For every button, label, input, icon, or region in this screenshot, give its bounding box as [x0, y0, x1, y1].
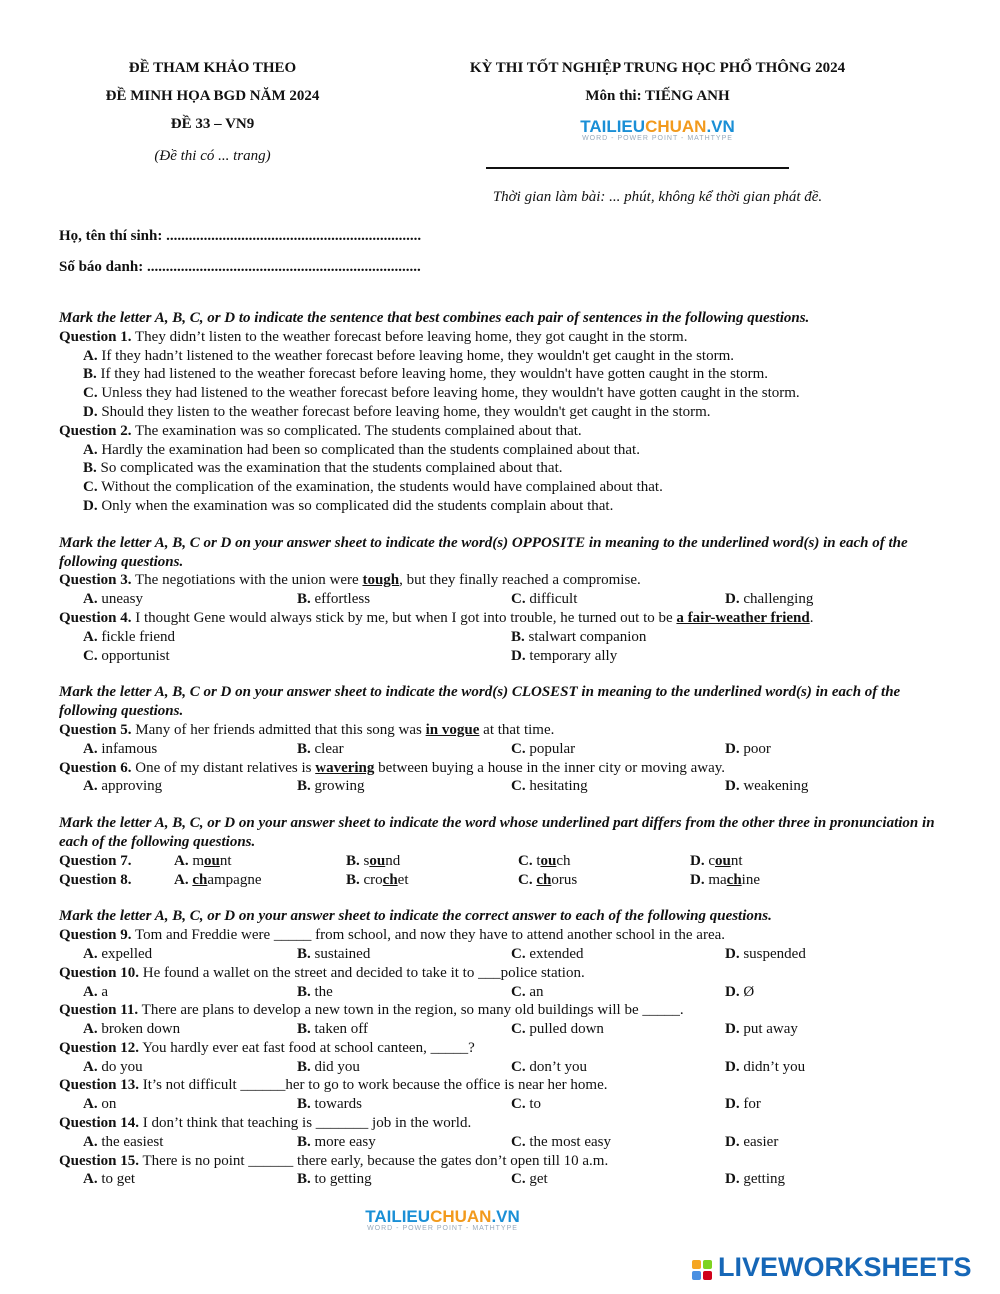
header-left-line2: ĐỀ MINH HỌA BGD NĂM 2024: [105, 88, 320, 104]
question-3: Question 3. The negotiations with the union were tough, but they finally reached a compromise.: [59, 572, 641, 589]
liveworksheets-text: LIVEWORKSHEETS: [718, 1252, 972, 1282]
page-count-note: (Đề thi có ... trang): [154, 148, 271, 164]
subject: Môn thi: TIẾNG ANH: [585, 88, 730, 104]
q10-option-b[interactable]: B. the: [297, 983, 333, 1000]
q5-option-d[interactable]: D. poor: [725, 740, 771, 757]
q2-option-a[interactable]: A. Hardly the examination had been so complicated than the students complained about that.: [83, 441, 640, 458]
q12-option-b[interactable]: B. did you: [297, 1058, 360, 1075]
q11-option-d[interactable]: D. put away: [725, 1021, 798, 1038]
q14-option-a[interactable]: A. the easiest: [83, 1133, 164, 1150]
question-10: Question 10. He found a wallet on the street and decided to take it to ___police station.: [59, 964, 585, 981]
q3-option-b[interactable]: B. effortless: [297, 591, 371, 608]
q10-option-d[interactable]: D. Ø: [725, 983, 755, 1000]
section1-instruction: Mark the letter A, B, C, or D to indicate the sentence that best combines each pair of sentences in the following questions.: [59, 310, 810, 326]
q4-option-c[interactable]: C. opportunist: [83, 647, 170, 664]
q11-option-b[interactable]: B. taken off: [297, 1021, 368, 1038]
q6-option-c[interactable]: C. hesitating: [511, 778, 588, 795]
section5-instruction: Mark the letter A, B, C, or D on your answer sheet to indicate the correct answer to each of the following questions.: [59, 908, 772, 925]
q7-option-d[interactable]: D. count: [690, 852, 743, 869]
footer-tailieuchuan-logo: TAILIEUCHUAN.VN WORD - POWER POINT - MATHTYPE: [365, 1207, 520, 1232]
q4-option-a[interactable]: A. fickle friend: [83, 628, 176, 645]
q2-option-b[interactable]: B. So complicated was the examination that the students complained about that.: [83, 460, 563, 477]
q9-option-b[interactable]: B. sustained: [297, 945, 371, 962]
q11-option-c[interactable]: C. pulled down: [511, 1021, 604, 1038]
question-5: Question 5. Many of her friends admitted that this song was in vogue at that time.: [59, 721, 555, 738]
question-12: Question 12. You hardly ever eat fast food at school canteen, _____?: [59, 1039, 475, 1056]
tailieuchuan-logo: TAILIEUCHUAN.VN WORD - POWER POINT - MATHTYPE: [580, 117, 735, 142]
section3-instruction: Mark the letter A, B, C or D on your answer sheet to indicate the word(s) CLOSEST in meaning to the underlined word(s) in each of the following questions.: [59, 684, 901, 720]
q15-option-a[interactable]: A. to get: [83, 1171, 136, 1188]
student-name-field: Họ, tên thí sinh: ....................................................................: [59, 228, 422, 244]
q11-option-a[interactable]: A. broken down: [83, 1021, 181, 1038]
q5-options: [59, 740, 949, 759]
q10-options: [59, 983, 949, 1002]
q12-options: [59, 1058, 949, 1077]
question-1: Question 1. They didn’t listen to the weather forecast before leaving home, they got caught in the storm.: [59, 328, 688, 345]
q8-option-c[interactable]: C. chorus: [518, 871, 578, 888]
q15-option-d[interactable]: D. getting: [725, 1171, 786, 1188]
section4-instruction: Mark the letter A, B, C, or D on your answer sheet to indicate the word whose underlined part differs from the other three in pronunciation in each of the following questions.: [59, 815, 935, 850]
question-13: Question 13. It’s not difficult ______her to go to work because the office is near her home.: [59, 1077, 608, 1094]
question-9: Question 9. Tom and Freddie were _____ from school, and now they have to attend another school in the area.: [59, 927, 726, 944]
q4-options-row1: [59, 628, 949, 647]
question-4: Question 4. I thought Gene would always stick by me, but when I got into trouble, he turned out to be a fair-weather friend.: [59, 609, 814, 626]
q13-option-c[interactable]: C. to: [511, 1096, 542, 1113]
question-2: Question 2. The examination was so complicated. The students complained about that.: [59, 422, 582, 439]
q12-option-a[interactable]: A. do you: [83, 1058, 143, 1075]
q7-option-c[interactable]: C. touch: [518, 852, 571, 869]
q13-option-b[interactable]: B. towards: [297, 1096, 363, 1113]
question-11: Question 11. There are plans to develop a new town in the region, so many old buildings will be _____.: [59, 1002, 684, 1019]
header-left-line1: ĐỀ THAM KHẢO THEO: [128, 60, 297, 76]
header-divider: [486, 167, 789, 169]
q12-option-d[interactable]: D. didn’t you: [725, 1058, 806, 1075]
q15-option-c[interactable]: C. get: [511, 1171, 548, 1188]
q4-options-row2: [59, 647, 949, 666]
q8-option-a[interactable]: A. champagne: [174, 871, 262, 888]
q3-option-c[interactable]: C. difficult: [511, 591, 578, 608]
q9-option-c[interactable]: C. extended: [511, 945, 584, 962]
q9-options: [59, 945, 949, 964]
q6-option-d[interactable]: D. weakening: [725, 778, 809, 795]
q1-option-c[interactable]: C. Unless they had listened to the weather forecast before leaving home, they wouldn't have gotten caught in the storm.: [83, 385, 800, 402]
q2-option-d[interactable]: D. Only when the examination was so complicated did the students complain about that.: [83, 497, 614, 514]
liveworksheets-brand[interactable]: [692, 1252, 972, 1286]
q12-option-c[interactable]: C. don’t you: [511, 1058, 587, 1075]
time-note: Thời gian làm bài: ... phút, không kể thời gian phát đề.: [492, 189, 823, 205]
q9-option-a[interactable]: A. expelled: [83, 945, 153, 962]
q13-options: [59, 1095, 949, 1114]
q13-option-d[interactable]: D. for: [725, 1096, 761, 1113]
question-6: Question 6. One of my distant relatives is wavering between buying a house in the inner city or moving away.: [59, 759, 726, 776]
exam-code: ĐỀ 33 – VN9: [170, 116, 255, 132]
q1-option-a[interactable]: A. If they hadn’t listened to the weather forecast before leaving home, they wouldn't get caught in the storm.: [83, 347, 734, 364]
q14-options: [59, 1133, 949, 1152]
q15-option-b[interactable]: B. to getting: [297, 1171, 372, 1188]
q9-option-d[interactable]: D. suspended: [725, 945, 806, 962]
student-id-field: Số báo danh: .........................................................................: [59, 259, 421, 275]
q4-option-d[interactable]: D. temporary ally: [511, 647, 618, 664]
q10-option-a[interactable]: A. a: [83, 983, 109, 1000]
q3-option-d[interactable]: D. challenging: [725, 591, 814, 608]
q8-option-d[interactable]: D. machine: [690, 871, 760, 888]
q6-option-a[interactable]: A. approving: [83, 778, 163, 795]
q14-option-d[interactable]: D. easier: [725, 1133, 779, 1150]
q15-options: [59, 1170, 949, 1189]
q7-option-b[interactable]: B. sound: [346, 852, 401, 869]
question-8: Question 8. A. champagne B. crochet C. chorus D. machine: [59, 871, 949, 890]
question-7: Question 7. A. mount B. sound C. touch D. count: [59, 852, 949, 871]
q3-options: [59, 590, 949, 609]
q3-option-a[interactable]: A. uneasy: [83, 591, 143, 608]
q2-option-c[interactable]: C. Without the complication of the examination, the students would have complained about that.: [83, 479, 663, 496]
exam-title: KỲ THI TỐT NGHIỆP TRUNG HỌC PHỔ THÔNG 2024: [469, 60, 846, 76]
q8-option-b[interactable]: B. crochet: [346, 871, 409, 888]
liveworksheets-icon: [692, 1260, 714, 1286]
section2-instruction: Mark the letter A, B, C or D on your answer sheet to indicate the word(s) OPPOSITE in meaning to the underlined word(s) in each of the following questions.: [59, 534, 908, 570]
q11-options: [59, 1020, 949, 1039]
q6-options: [59, 777, 949, 796]
q1-option-b[interactable]: B. If they had listened to the weather forecast before leaving home, they wouldn't have gotten caught in the storm.: [83, 366, 769, 383]
section5-questions: [59, 926, 949, 1189]
q7-option-a[interactable]: A. mount: [174, 852, 232, 869]
q14-option-b[interactable]: B. more easy: [297, 1133, 376, 1150]
q4-option-b[interactable]: B. stalwart companion: [511, 628, 647, 645]
q5-option-c[interactable]: C. popular: [511, 740, 576, 757]
q5-option-b[interactable]: B. clear: [297, 740, 344, 757]
q13-option-a[interactable]: A. on: [83, 1096, 117, 1113]
question-15: Question 15. There is no point ______ there early, because the gates don’t open till 10 a.m.: [59, 1152, 609, 1169]
exam-content: [59, 309, 949, 1189]
question-14: Question 14. I don’t think that teaching is _______ job in the world.: [59, 1115, 472, 1132]
q14-option-c[interactable]: C. the most easy: [511, 1133, 611, 1150]
q10-option-c[interactable]: C. an: [511, 983, 544, 1000]
q6-option-b[interactable]: B. growing: [297, 778, 365, 795]
q1-option-d[interactable]: D. Should they listen to the weather forecast before leaving home, they wouldn't get caught in the storm.: [83, 403, 711, 420]
q5-option-a[interactable]: A. infamous: [83, 740, 158, 757]
